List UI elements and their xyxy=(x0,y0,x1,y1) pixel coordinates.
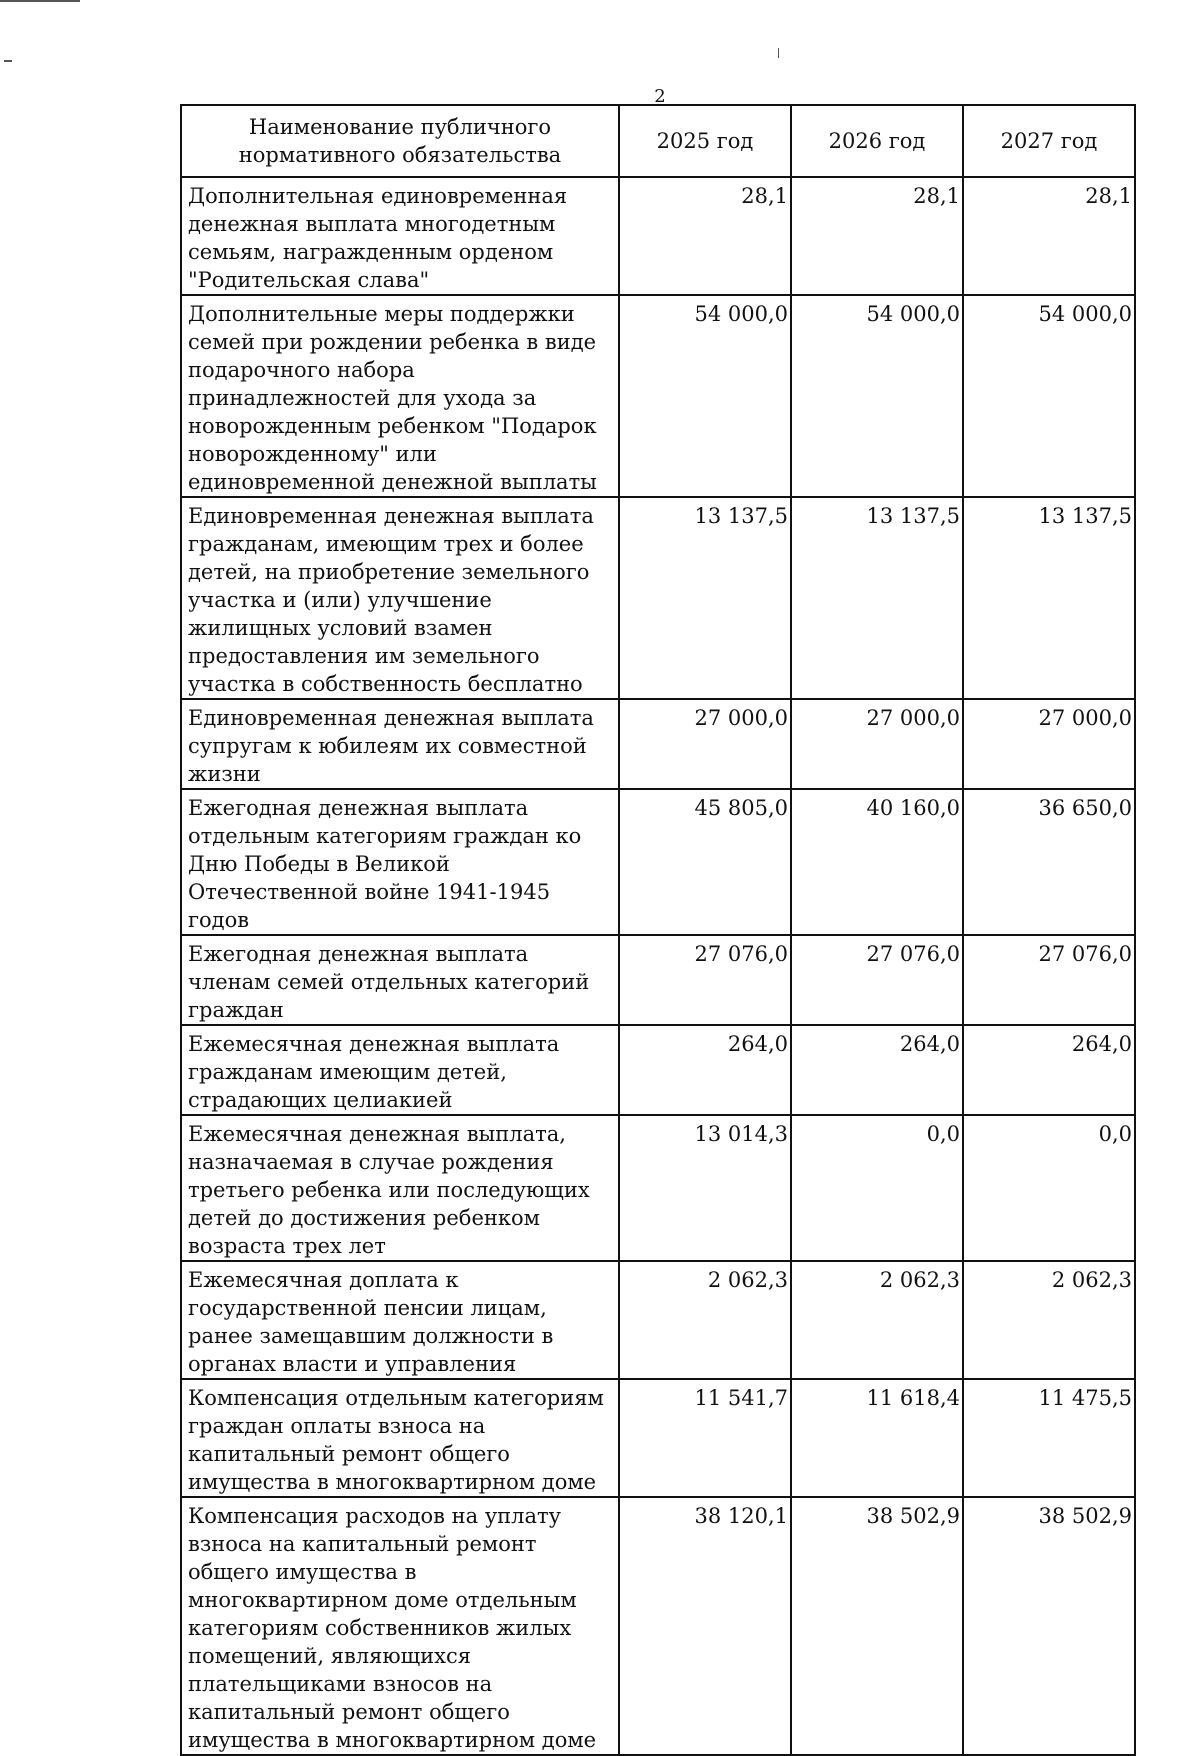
obligations-table xyxy=(180,104,1136,1756)
value-2026: 264,0 xyxy=(791,1025,963,1115)
value-2025: 2 062,3 xyxy=(619,1261,791,1379)
header-year-2027: 2027 год xyxy=(963,105,1135,177)
obligation-name: Ежемесячная денежная выплата, назначаемая в случае рождения третьего ребенка или последующих детей до достижения ребенком возраста трех лет xyxy=(181,1115,619,1261)
table-row xyxy=(181,789,1135,935)
header-year-2026: 2026 год xyxy=(791,105,963,177)
value-2027: 36 650,0 xyxy=(963,789,1135,935)
value-2025: 27 076,0 xyxy=(619,935,791,1025)
value-2026: 27 000,0 xyxy=(791,699,963,789)
value-2027: 28,1 xyxy=(963,177,1135,295)
value-2026: 54 000,0 xyxy=(791,295,963,497)
value-2027: 264,0 xyxy=(963,1025,1135,1115)
value-2025: 45 805,0 xyxy=(619,789,791,935)
obligation-name: Компенсация расходов на уплату взноса на капитальный ремонт общего имущества в многоквартирном доме отдельным категориям собственников жилых помещений, являющихся плательщиками взносов на капитальный ремонт общего имущества в многоквартирном доме xyxy=(181,1497,619,1755)
obligation-name: Ежемесячная денежная выплата гражданам имеющим детей, страдающих целиакией xyxy=(181,1025,619,1115)
value-2025: 38 120,1 xyxy=(619,1497,791,1755)
value-2027: 38 502,9 xyxy=(963,1497,1135,1755)
value-2027: 27 076,0 xyxy=(963,935,1135,1025)
table-row xyxy=(181,1025,1135,1115)
value-2025: 54 000,0 xyxy=(619,295,791,497)
value-2027: 13 137,5 xyxy=(963,497,1135,699)
value-2026: 27 076,0 xyxy=(791,935,963,1025)
table-row xyxy=(181,497,1135,699)
value-2027: 27 000,0 xyxy=(963,699,1135,789)
value-2026: 28,1 xyxy=(791,177,963,295)
value-2026: 40 160,0 xyxy=(791,789,963,935)
value-2027: 11 475,5 xyxy=(963,1379,1135,1497)
header-year-2025: 2025 год xyxy=(619,105,791,177)
obligation-name: Дополнительная единовременная денежная выплата многодетным семьям, награжденным орденом "Родительская слава" xyxy=(181,177,619,295)
value-2025: 27 000,0 xyxy=(619,699,791,789)
table-row xyxy=(181,935,1135,1025)
value-2026: 13 137,5 xyxy=(791,497,963,699)
obligation-name: Ежемесячная доплата к государственной пенсии лицам, ранее замещавшим должности в органах власти и управления xyxy=(181,1261,619,1379)
scan-edge-mark xyxy=(0,0,80,2)
table-row xyxy=(181,1497,1135,1755)
table-row xyxy=(181,1261,1135,1379)
value-2025: 13 137,5 xyxy=(619,497,791,699)
scan-dash-mark xyxy=(4,60,12,62)
value-2025: 28,1 xyxy=(619,177,791,295)
value-2025: 264,0 xyxy=(619,1025,791,1115)
value-2025: 13 014,3 xyxy=(619,1115,791,1261)
value-2027: 54 000,0 xyxy=(963,295,1135,497)
obligation-name: Ежегодная денежная выплата членам семей отдельных категорий граждан xyxy=(181,935,619,1025)
value-2027: 2 062,3 xyxy=(963,1261,1135,1379)
header-obligation-name: Наименование публичного нормативного обязательства xyxy=(181,105,619,177)
table-row xyxy=(181,1115,1135,1261)
value-2026: 11 618,4 xyxy=(791,1379,963,1497)
value-2026: 2 062,3 xyxy=(791,1261,963,1379)
table-row xyxy=(181,1379,1135,1497)
obligation-name: Компенсация отдельным категориям граждан оплаты взноса на капитальный ремонт общего имущества в многоквартирном доме xyxy=(181,1379,619,1497)
value-2027: 0,0 xyxy=(963,1115,1135,1261)
value-2026: 38 502,9 xyxy=(791,1497,963,1755)
table-header-row xyxy=(181,105,1135,177)
table-row xyxy=(181,295,1135,497)
table-row xyxy=(181,177,1135,295)
scan-dash-mark xyxy=(778,48,779,58)
value-2025: 11 541,7 xyxy=(619,1379,791,1497)
obligation-name: Дополнительные меры поддержки семей при рождении ребенка в виде подарочного набора принадлежностей для ухода за новорожденным ребенком "Подарок новорожденному" или единовременной денежной выплаты xyxy=(181,295,619,497)
obligation-name: Единовременная денежная выплата гражданам, имеющим трех и более детей, на приобретение земельного участка и (или) улучшение жилищных условий взамен предоставления им земельного участка в собственность бесплатно xyxy=(181,497,619,699)
table-row xyxy=(181,699,1135,789)
obligation-name: Ежегодная денежная выплата отдельным категориям граждан ко Дню Победы в Великой Отечественной войне 1941-1945 годов xyxy=(181,789,619,935)
obligation-name: Единовременная денежная выплата супругам к юбилеям их совместной жизни xyxy=(181,699,619,789)
value-2026: 0,0 xyxy=(791,1115,963,1261)
page-number: 2 xyxy=(654,86,666,107)
